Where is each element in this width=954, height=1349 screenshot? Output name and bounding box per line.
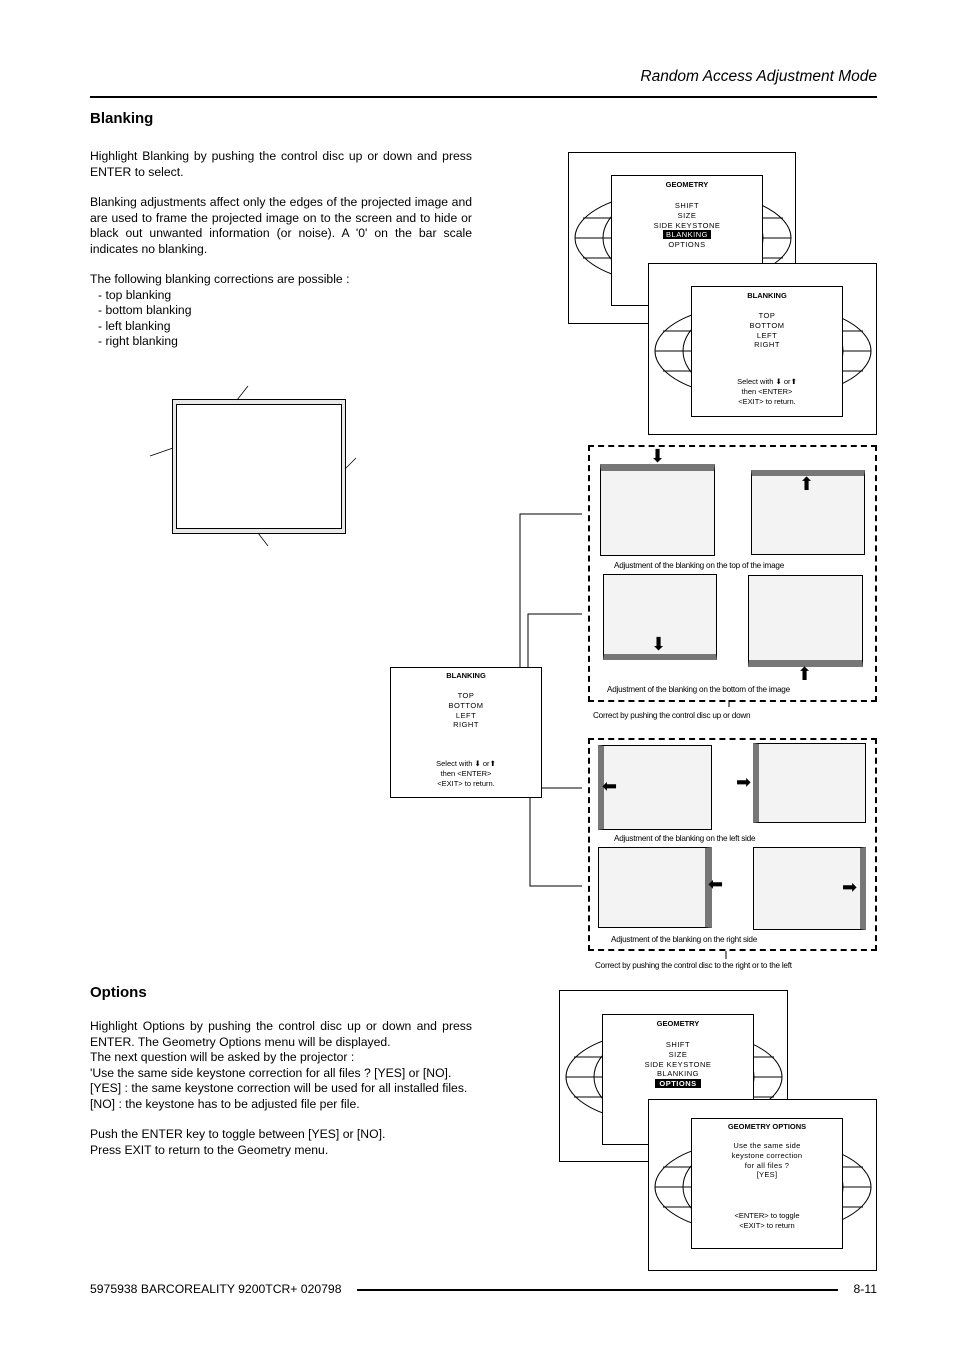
arrow-up-icon: ⬆: [799, 474, 815, 494]
arrow-right-icon: ➡: [736, 772, 752, 792]
hint-or-label: or: [783, 377, 791, 386]
caption-updown: Correct by pushing the control disc up or down: [593, 711, 751, 720]
options-paragraph: 'Use the same side keystone correction for all files ? [YES] or [NO].: [90, 1065, 452, 1080]
arrow-left-icon: ⬅: [708, 874, 724, 894]
options-paragraph: Push the ENTER key to toggle between [YES] or [NO].: [90, 1127, 386, 1141]
options-paragraph: Highlight Options by pushing the control disc up or down and press ENTER. The Geometry Options menu will be displayed.: [90, 1019, 472, 1049]
menu-item-shift[interactable]: SHIFT: [674, 201, 700, 210]
hint-or-label: or: [482, 759, 490, 768]
options-body: [90, 1019, 472, 1158]
menu-item-size[interactable]: SIZE: [677, 210, 697, 220]
footer-document-id: 5975938 BARCOREALITY 9200TCR+ 020798: [90, 1282, 342, 1296]
caption-leftright: Correct by pushing the control disc to the right or to the left: [595, 961, 792, 970]
options-paragraph: [NO] : the keystone has to be adjusted file per file.: [90, 1096, 360, 1111]
menu-item-left[interactable]: LEFT: [455, 710, 477, 720]
menu-item-top[interactable]: TOP: [758, 311, 776, 320]
options-question-line: for all files ?: [744, 1160, 790, 1170]
blanking-heading: Blanking: [90, 110, 154, 127]
options-value-yes[interactable]: [YES]: [756, 1170, 778, 1180]
menu-item-top[interactable]: TOP: [457, 691, 475, 700]
arrow-up-icon: ⬆: [797, 664, 813, 684]
menu-item-right[interactable]: RIGHT: [453, 720, 479, 730]
caption-left: Adjustment of the blanking on the left side: [614, 834, 756, 843]
blanking-paragraph: Highlight Blanking by pushing the control disc up or down and press ENTER to select.: [90, 149, 472, 179]
caption-bottom: Adjustment of the blanking on the bottom of the image: [607, 685, 790, 694]
running-header: Random Access Adjustment Mode: [640, 68, 877, 85]
options-paragraph: [YES] : the same keystone correction will be used for all installed files.: [90, 1081, 468, 1095]
arrow-down-icon: ⬇: [651, 634, 667, 654]
caption-top: Adjustment of the blanking on the top of the image: [614, 561, 785, 570]
hint-exit-return: <EXIT> to return: [739, 1221, 795, 1230]
blanking-list-item: - left blanking: [98, 318, 171, 333]
hint-exit-return: <EXIT> to return.: [738, 397, 796, 406]
arrow-down-icon: ⬇: [650, 446, 666, 466]
geometry-options-dialog-screen: [648, 1099, 877, 1271]
blanking-paragraph: Blanking adjustments affect only the edges of the projected image and are used to frame the projected image on to the screen and to hide or black out unwanted information (or noise). A '0' on the bar scale indicates no blanking.: [90, 195, 472, 256]
bottom-blanking-screen-b: [748, 575, 863, 667]
hint-then-enter: then <ENTER>: [741, 387, 793, 396]
menu-item-side-keystone[interactable]: SIDE KEYSTONE: [653, 220, 721, 230]
menu-item-shift[interactable]: SHIFT: [665, 1040, 691, 1049]
options-paragraph: Press EXIT to return to the Geometry menu.: [90, 1142, 329, 1157]
blanking-paragraph: The following blanking corrections are possible :: [90, 272, 350, 286]
menu-item-blanking[interactable]: BLANKING: [657, 1069, 699, 1079]
geometry-menu-title: GEOMETRY: [665, 180, 709, 189]
menu-item-right[interactable]: RIGHT: [754, 340, 780, 350]
menu-item-left[interactable]: LEFT: [756, 330, 778, 340]
geometry-options-title: GEOMETRY OPTIONS: [727, 1122, 807, 1131]
left-blanking-screen-b: [753, 743, 866, 823]
arrow-right-icon: ➡: [842, 877, 858, 897]
geometry-menu-title: GEOMETRY: [656, 1019, 700, 1028]
hint-select-label: Select with: [737, 377, 774, 386]
right-blanking-screen-a: [598, 847, 712, 928]
blanking-list-item: - right blanking: [98, 334, 178, 348]
hint-exit-return: <EXIT> to return.: [437, 779, 495, 788]
options-question-line: keystone correction: [731, 1150, 803, 1160]
geometry-options-menu: [691, 1118, 843, 1249]
hint-enter-toggle: <ENTER> to toggle: [734, 1211, 800, 1220]
blanking-menu-title: BLANKING: [747, 291, 787, 300]
top-blanking-screen-a: [600, 464, 715, 556]
menu-item-options-selected[interactable]: OPTIONS: [655, 1079, 700, 1088]
blanking-menu-title: BLANKING: [446, 671, 486, 680]
footer-rule: [357, 1289, 838, 1291]
options-question-line: Use the same side: [733, 1141, 801, 1150]
arrow-left-icon: ⬅: [602, 776, 618, 796]
blanking-menu-detail: [390, 667, 542, 798]
menu-item-side-keystone[interactable]: SIDE KEYSTONE: [644, 1059, 712, 1069]
options-paragraph: The next question will be asked by the projector :: [90, 1050, 355, 1064]
blanking-list-item: - top blanking: [98, 287, 172, 302]
arrow-down-icon: ⬇: [474, 759, 481, 768]
blanking-screen: [648, 263, 877, 435]
hint-then-enter: then <ENTER>: [440, 769, 492, 778]
arrow-down-icon: ⬇: [775, 377, 782, 386]
menu-item-options[interactable]: OPTIONS: [668, 240, 706, 250]
menu-item-bottom[interactable]: BOTTOM: [749, 320, 785, 330]
arrow-up-icon: ⬆: [489, 759, 496, 768]
arrow-up-icon: ⬆: [790, 377, 797, 386]
menu-item-blanking-selected[interactable]: BLANKING: [663, 230, 711, 239]
options-heading: Options: [90, 984, 147, 1001]
caption-right: Adjustment of the blanking on the right side: [611, 935, 758, 944]
menu-item-bottom[interactable]: BOTTOM: [448, 700, 484, 710]
blanking-list-item: - bottom blanking: [98, 303, 192, 317]
blanking-menu: [691, 286, 843, 417]
page-number: 8-11: [853, 1282, 877, 1296]
hint-select-label: Select with: [436, 759, 473, 768]
menu-item-size[interactable]: SIZE: [668, 1049, 688, 1059]
